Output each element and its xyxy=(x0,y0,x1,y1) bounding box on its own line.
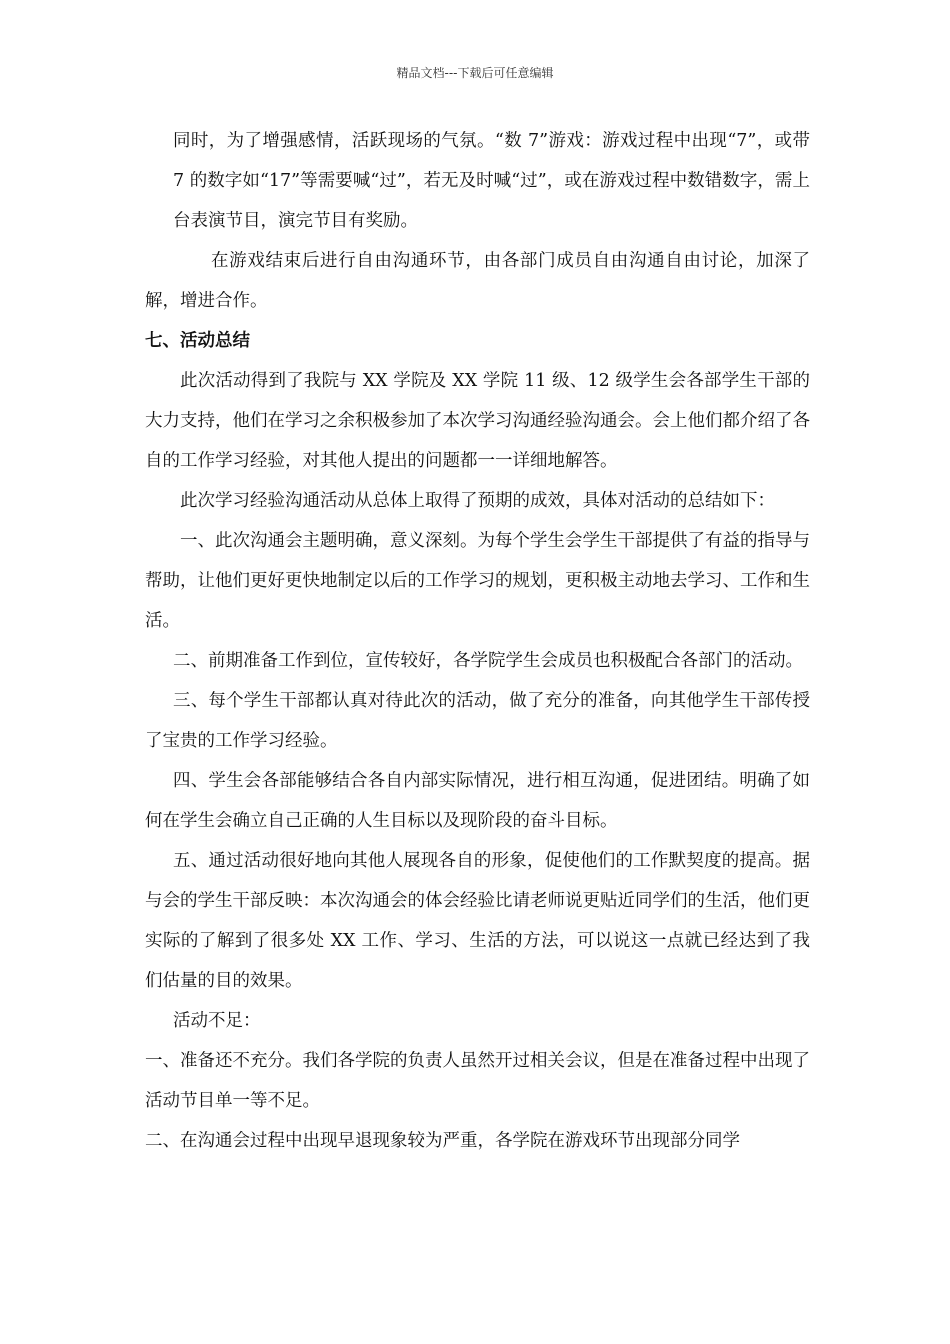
paragraph-point-one: 一、此次沟通会主题明确，意义深刻。为每个学生会学生干部提供了有益的指导与帮助，让他们更好更快地制定以后的工作学习的规划，更积极主动地去学习、工作和生活。 xyxy=(145,531,810,631)
paragraph-point-three: 三、每个学生干部都认真对待此次的活动，做了充分的准备，向其他学生干部传授了宝贵的工作学习经验。 xyxy=(145,691,810,751)
paragraph-point-five: 五、通过活动很好地向其他人展现各自的形象，促使他们的工作默契度的提高。据与会的学生干部反映：本次沟通会的体会经验比请老师说更贴近同学们的生活，他们更实际的了解到了很多处 XX 工作、学习、生活的方法，可以说这一点就已经达到了我们估量的目的效果。 xyxy=(145,851,810,991)
paragraph-summary-intro: 此次活动得到了我院与 XX 学院及 XX 学院 11 级、12 级学生会各部学生干部的大力支持，他们在学习之余积极参加了本次学习沟通经验沟通会。会上他们都介绍了各自的工作学习经验，对其他人提出的问题都一一详细地解答。 xyxy=(145,371,810,471)
document-body xyxy=(145,121,810,1161)
paragraph-game-rules: 同时，为了增强感情，活跃现场的气氛。“数 7”游戏：游戏过程中出现“7”，或带 7 的数字如“17”等需要喊“过”，若无及时喊“过”，或在游戏过程中数错数字，需上台表演节目，演完节目有奖励。 xyxy=(173,131,810,231)
paragraph-point-two: 二、前期准备工作到位，宣传较好，各学院学生会成员也积极配合各部门的活动。 xyxy=(173,651,803,671)
page-header: 精品文档---下载后可任意编辑 xyxy=(396,66,554,80)
paragraph-free-communication: 在游戏结束后进行自由沟通环节，由各部门成员自由沟通自由讨论，加深了解，增进合作。 xyxy=(145,251,810,311)
section-heading: 七、活动总结 xyxy=(145,331,250,351)
paragraph-shortcoming-two: 二、在沟通会过程中出现早退现象较为严重，各学院在游戏环节出现部分同学 xyxy=(145,1131,740,1151)
paragraph-summary-overview: 此次学习经验沟通活动从总体上取得了预期的成效，具体对活动的总结如下： xyxy=(180,491,775,511)
paragraph-shortcomings-label: 活动不足： xyxy=(173,1011,261,1031)
paragraph-shortcoming-one: 一、准备还不充分。我们各学院的负责人虽然开过相关会议，但是在准备过程中出现了活动节目单一等不足。 xyxy=(145,1051,810,1111)
paragraph-point-four: 四、学生会各部能够结合各自内部实际情况，进行相互沟通，促进团结。明确了如何在学生会确立自己正确的人生目标以及现阶段的奋斗目标。 xyxy=(145,771,810,831)
